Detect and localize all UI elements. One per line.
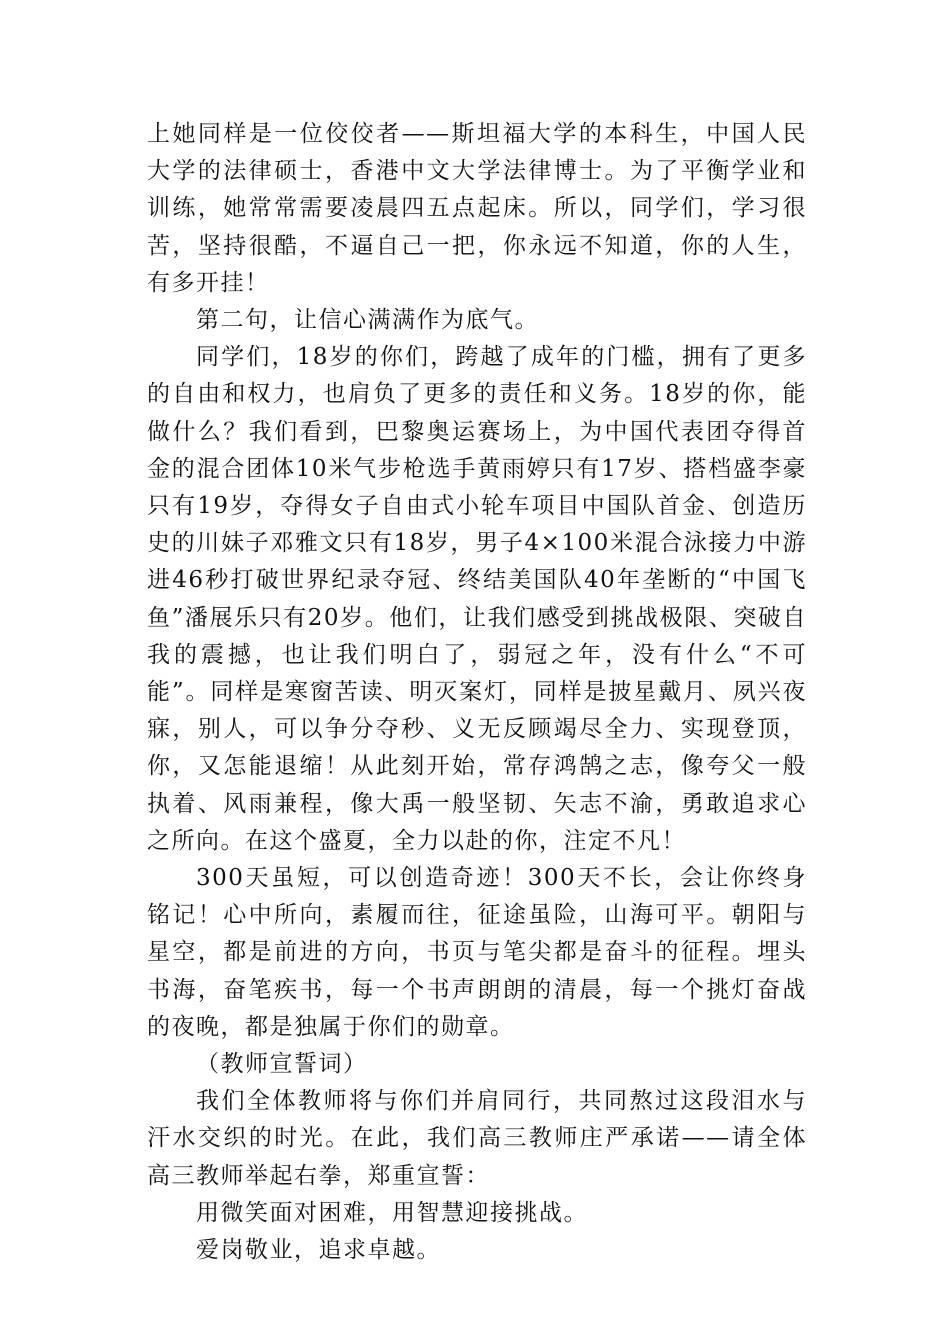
paragraph-heading-second-point: 第二句，让信心满满作为底气。	[196, 307, 539, 334]
paragraph-oath-line-1: 用微笑面对困难，用智慧迎接挑战。	[196, 1199, 588, 1226]
paragraph-olympics: 同学们，18岁的你们，跨越了成年的门槛，拥有了更多的自由和权力，也肩负了更多的责任和义务。18岁的你，能做什么？我们看到，巴黎奥运赛场上，为中国代表团夺得首金的混合团体10米气步枪选手黄雨婷只有17岁、搭档盛李豪只有19岁，夺得女子自由式小轮车项目中国队首金、创造历史的川妹子邓雅文只有18岁，男子4×100米混合泳接力中游进46秒打破世界纪录夺冠、终结美国队40年垄断的“中国飞鱼”潘展乐只有20岁。他们，让我们感受到挑战极限、突破自我的震撼，也让我们明白了，弱冠之年，没有什么“不可能”。同样是寒窗苦读、明灭案灯，同样是披星戴月、夙兴夜寐，别人，可以争分夺秒、义无反顾竭尽全力、实现登顶，你，又怎能退缩！从此刻开始，常存鸿鹄之志，像夸父一般执着、风雨兼程，像大禹一般坚韧、矢志不渝，勇敢追求心之所向。在这个盛夏，全力以赴的你，注定不凡！	[147, 344, 807, 854]
paragraph-300-days: 300天虽短，可以创造奇迹！300天不长，会让你终身铭记！心中所向，素履而往，征途虽险，山海可平。朝阳与星空，都是前进的方向，书页与笔尖都是奋斗的征程。埋头书海，奋笔疾书，每一个书声朗朗的清晨，每一个挑灯奋战的夜晚，都是独属于你们的勋章。	[147, 865, 807, 1040]
paragraph-oath-intro: 我们全体教师将与你们并肩同行，共同熬过这段泪水与汗水交织的时光。在此，我们高三教师庄严承诺——请全体高三教师举起右拳，郑重宣誓：	[147, 1088, 807, 1189]
document-page	[147, 116, 807, 1269]
paragraph-oath-line-2: 爱岗敬业，追求卓越。	[196, 1237, 441, 1264]
paragraph-continuation: 上她同样是一位佼佼者——斯坦福大学的本科生，中国人民大学的法律硕士，香港中文大学法律博士。为了平衡学业和训练，她常常需要凌晨四五点起床。所以，同学们，学习很苦，坚持很酷，不逼自己一把，你永远不知道，你的人生，有多开挂！	[147, 121, 807, 296]
paragraph-oath-title: （教师宣誓词）	[196, 1051, 368, 1078]
